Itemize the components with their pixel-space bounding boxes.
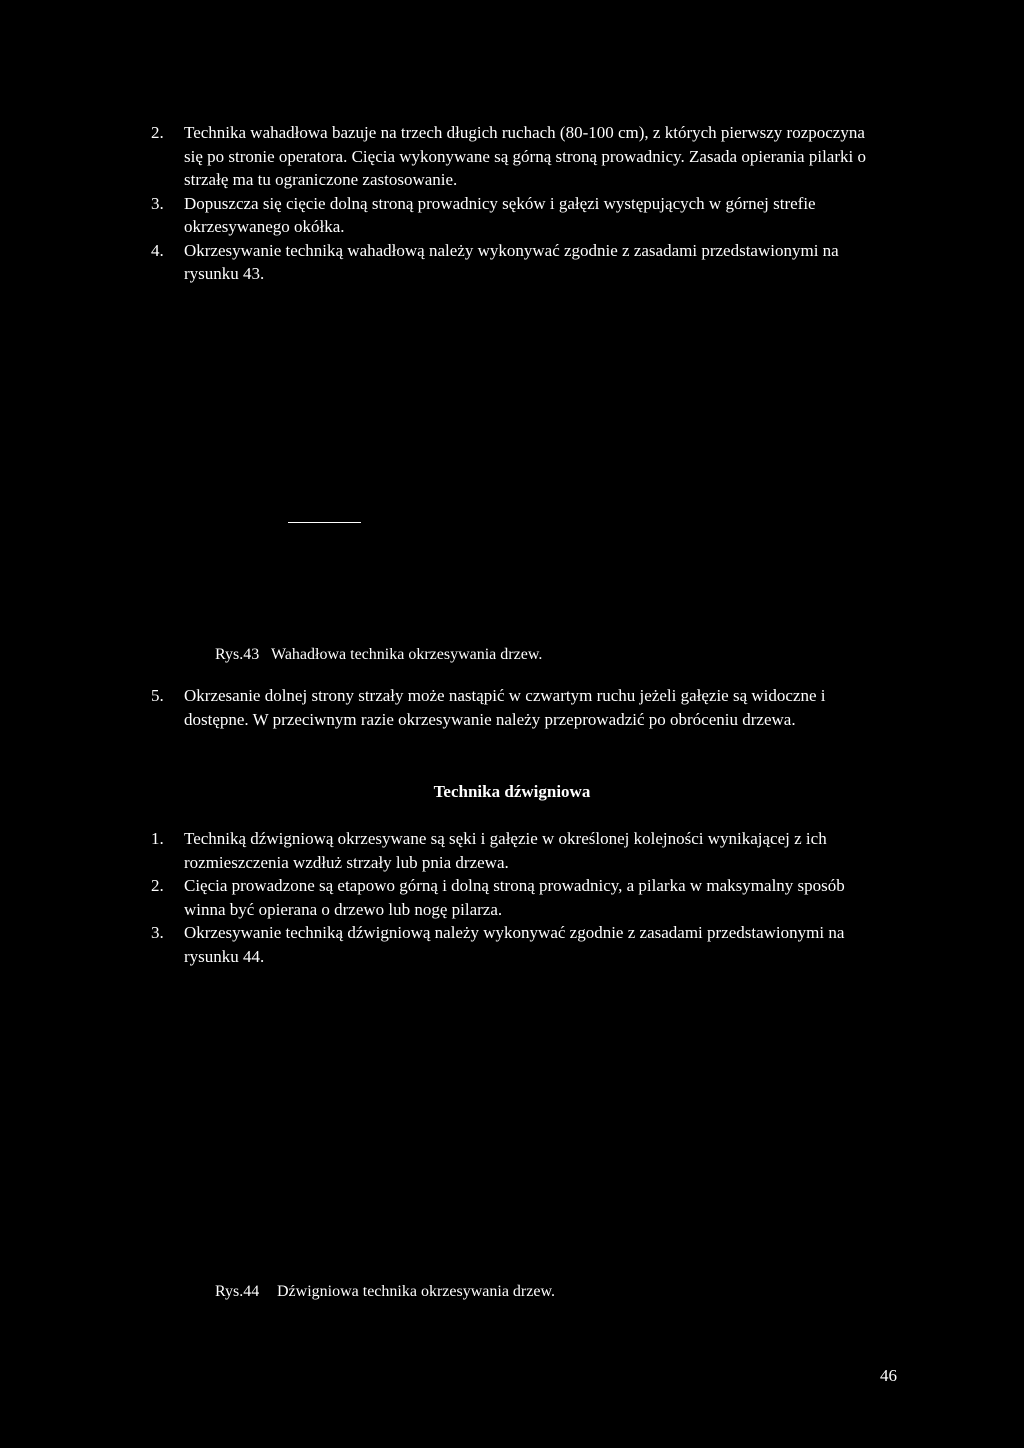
list-item — [151, 121, 871, 192]
list-item-text: Okrzesanie dolnej strony strzały może nastąpić w czwartym ruchu jeżeli gałęzie są widoczne i dostępne. W przeciwnym razie okrzesywanie należy przeprowadzić po obróceniu drzewa. — [184, 686, 826, 729]
list-section-wahadlowa — [151, 121, 871, 286]
figure-label: Rys.43 — [215, 646, 260, 663]
list-item — [151, 192, 871, 239]
figure-43-line — [288, 522, 361, 523]
section-heading — [0, 780, 1024, 804]
figure-caption-text: Dźwigniowa technika okrzesywania drzew. — [277, 1283, 555, 1300]
list-item-number: 3. — [151, 923, 164, 942]
list-section-dzwigniowa — [151, 827, 871, 968]
list-item-text: Technika wahadłowa bazuje na trzech długich ruchach (80-100 cm), z których pierwszy rozpoczyna się po stronie operatora. Cięcia wykonywane są górną stroną prowadnicy. Zasada opierania pilarki o strzałę ma tu ograniczone zastosowanie. — [184, 123, 866, 189]
figure-label: Rys.44 — [215, 1283, 260, 1300]
list-item-number: 2. — [151, 876, 164, 895]
list-item-text: Cięcia prowadzone są etapowo górną i dolną stroną prowadnicy, a pilarka w maksymalny sposób winna być opierana o drzewo lub nogę pilarza. — [184, 876, 845, 919]
figure-caption-text: Wahadłowa technika okrzesywania drzew. — [271, 646, 543, 663]
list-item-text: Okrzesywanie techniką dźwigniową należy wykonywać zgodnie z zasadami przedstawionymi na rysunku 44. — [184, 923, 845, 966]
list-item-number: 4. — [151, 240, 164, 260]
list-item-number: 5. — [151, 686, 164, 705]
list-section-continuation — [151, 684, 871, 731]
figure-44-caption — [215, 1282, 555, 1302]
list-item-number: 2. — [151, 123, 164, 142]
list-item — [151, 827, 871, 874]
section-heading-text: Technika dźwigniowa — [433, 782, 591, 801]
list-item-text: Dopuszcza się cięcie dolną stroną prowadnicy sęków i gałęzi występujących w górnej strefie okrzesywanego okółka. — [184, 193, 816, 236]
figure-43-caption — [215, 645, 542, 665]
list-item — [151, 921, 871, 968]
list-item-text: Techniką dźwigniową okrzesywane są sęki i gałęzie w określonej kolejności wynikającej z ich rozmieszczenia wzdłuż strzały lub pnia drzewa. — [184, 829, 827, 872]
figure-44-image — [151, 990, 871, 1270]
figure-43-image — [151, 300, 871, 630]
page-number: 46 — [880, 1366, 897, 1385]
list-item — [151, 874, 871, 921]
list-item — [151, 684, 871, 731]
list-item — [151, 239, 871, 286]
list-item-number: 3. — [151, 193, 164, 213]
list-item-text: Okrzesywanie techniką wahadłową należy wykonywać zgodnie z zasadami przedstawionymi na rysunku 43. — [184, 240, 839, 283]
list-item-number: 1. — [151, 829, 164, 848]
